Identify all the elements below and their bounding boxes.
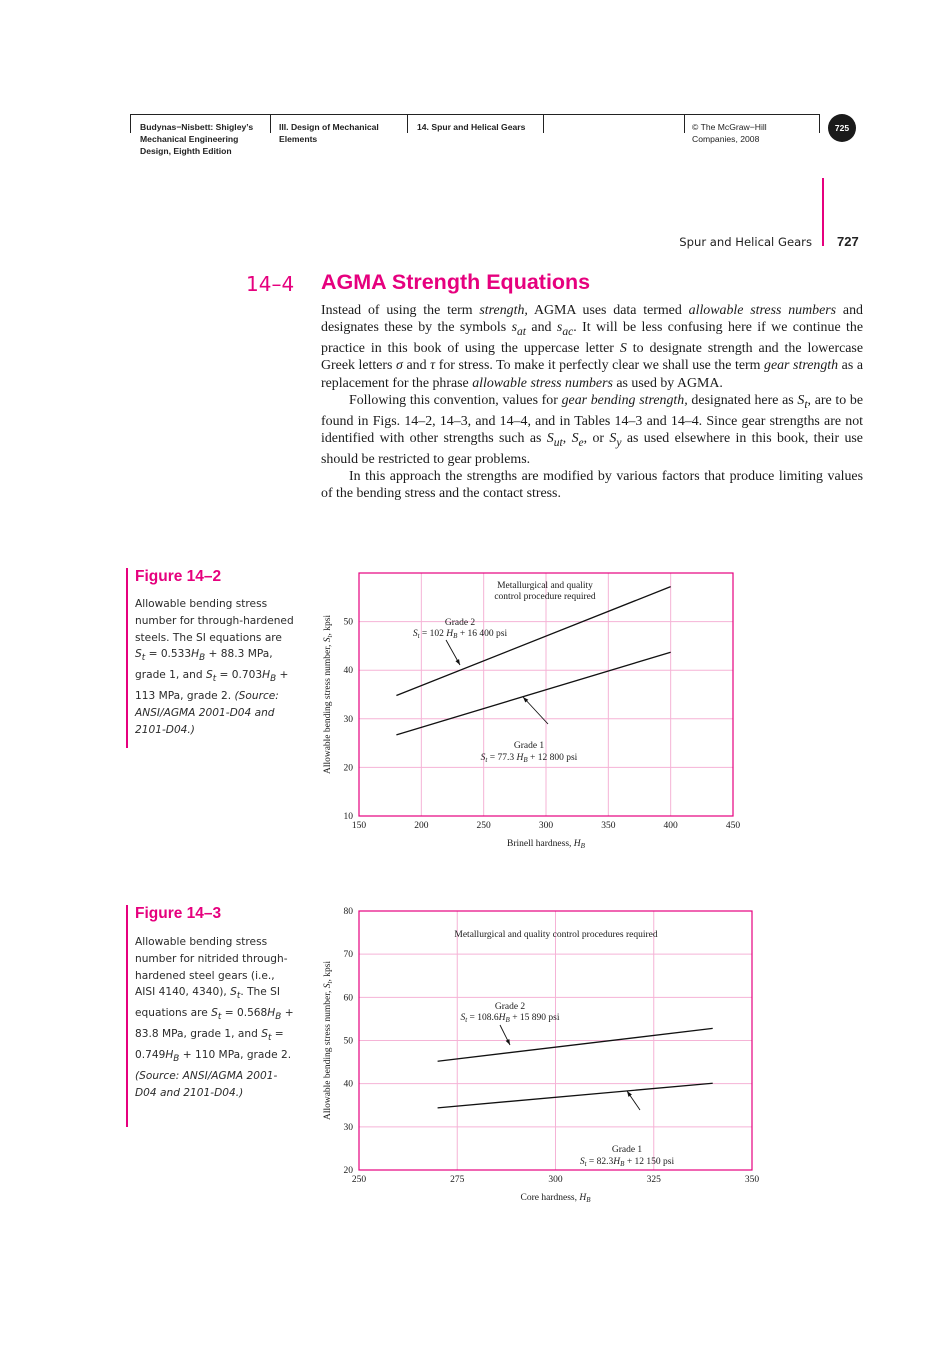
y-tick-label: 60 xyxy=(343,993,353,1004)
series-equation: $S_t = 108.6H_B + 15$ 890 psi xyxy=(460,1013,560,1024)
section-title: AGMA Strength Equations xyxy=(321,270,591,294)
figure-caption: Allowable bending stress number for through-hardened steels. The SI equations are $S_t = 0.533H_B + 88.3$ MPa, grade 1, and $S_t = 0.703H_B + 113$ MPa, grade 2. (Source: ANSI/AGMA 2001-D04 and 2101-D04.) xyxy=(135,598,294,736)
body-text xyxy=(321,302,863,503)
y-tick-label: 20 xyxy=(343,1166,353,1176)
running-head-title: Spur and Helical Gears xyxy=(679,235,812,249)
y-tick-label: 30 xyxy=(343,714,353,725)
header-book-title: Budynas−Nisbett: Shigley’s Mechanical Engineering Design, Eighth Edition xyxy=(140,122,254,156)
series-equation: $S_t = 102$ $H_B + 16$ 400 psi xyxy=(412,629,508,640)
x-tick-label: 250 xyxy=(476,821,491,831)
y-tick-label: 70 xyxy=(343,950,353,961)
figure-caption: Allowable bending stress number for nitrided through-hardened steel gears (i.e., AISI 4140, 4340), $S_t$. The SI equations are $S_t = 0.568H_B + 83.8$ MPa, grade 1, and $S_t = 0.749H_B + 110$ MPa, grade 2. (Source: ANSI/AGMA 2001-D04 and 2101-D04.) xyxy=(135,936,294,1099)
y-tick-label: 40 xyxy=(343,666,353,677)
y-tick-label: 50 xyxy=(343,1036,353,1047)
paragraph: Following this convention, values for gear bending strength, designated here as $S_t$, are to be found in Figs. 14–2, 14–3, and 14–4, and in Tables 14–3 and 14–4. Since gear strengths are not identified with other strengths such as $S_{ut}$, $S_e$, or $S_y$ as used elsewhere in this book, their use should be restricted to gear problems. xyxy=(321,392,863,467)
annotation-text: Metallurgical and quality control procedures required xyxy=(454,930,658,940)
leader-arrowhead xyxy=(627,1091,632,1097)
series-label: Grade 1 xyxy=(513,741,545,751)
figure-14-3-chart xyxy=(310,900,780,1210)
page-badge-number: 725 xyxy=(834,123,850,133)
figure-title: Figure 14–2 xyxy=(135,568,222,585)
x-tick-label: 250 xyxy=(351,1175,367,1185)
x-tick-label: 300 xyxy=(538,821,554,831)
x-axis-label: Brinell hardness, $H_B$ xyxy=(507,839,585,850)
x-tick-label: 150 xyxy=(351,821,367,831)
x-tick-label: 300 xyxy=(548,1175,563,1185)
paragraph: In this approach the strengths are modified by various factors that produce limiting values of the bending stress and the contact stress. xyxy=(321,469,863,502)
header-copyright: © The McGraw−Hill Companies, 2008 xyxy=(692,122,767,144)
page-badge xyxy=(828,114,856,142)
x-tick-label: 200 xyxy=(414,821,429,831)
x-axis-label: Core hardness, $H_B$ xyxy=(520,1193,591,1204)
y-tick-label: 10 xyxy=(343,812,353,822)
x-tick-label: 350 xyxy=(601,821,616,831)
y-tick-label: 40 xyxy=(343,1079,353,1090)
y-tick-label: 50 xyxy=(343,617,353,628)
series-label: Grade 1 xyxy=(611,1145,643,1155)
y-axis-label: Allowable bending stress number, $S_t$, kpsi xyxy=(323,614,334,775)
paragraph: Instead of using the term strength, AGMA uses data termed allowable stress numbers and designates these by the symbols $s_{at}$ and $s_{ac}$. It will be less confusing here if we continue the practice in this book of using the uppercase letter S to designate strength and the lowercase Greek letters σ and τ for stress. To make it perfectly clear we shall use the term gear strength as a replacement for the phrase allowable stress numbers as used by AGMA. xyxy=(321,303,863,391)
header-chapter: 14. Spur and Helical Gears xyxy=(417,122,526,132)
x-tick-label: 400 xyxy=(663,821,678,831)
y-tick-label: 20 xyxy=(343,763,353,774)
running-head-page: 727 xyxy=(837,234,859,249)
y-axis-label: Allowable bending stress number, $S_t$, kpsi xyxy=(323,960,334,1121)
running-head xyxy=(0,178,952,248)
series-line-grade-2 xyxy=(438,1028,713,1061)
series-equation: $S_t = 82.3H_B + 12$ 150 psi xyxy=(579,1157,675,1168)
figure-title: Figure 14–3 xyxy=(135,905,222,922)
series-line-grade-1 xyxy=(396,652,670,735)
leader-arrowhead xyxy=(506,1039,510,1045)
header-part: III. Design of Mechanical Elements xyxy=(279,122,379,144)
x-tick-label: 450 xyxy=(725,821,741,831)
annotation-text: Metallurgical and quality xyxy=(497,581,593,591)
series-label: Grade 2 xyxy=(494,1002,526,1012)
series-line-grade-1 xyxy=(438,1083,713,1108)
series-equation: $S_t = 77.3$ $H_B + 12$ 800 psi xyxy=(480,753,578,764)
series-line-grade-2 xyxy=(396,587,670,696)
x-tick-label: 275 xyxy=(450,1175,465,1185)
x-tick-label: 325 xyxy=(646,1175,661,1185)
section-number: 14–4 xyxy=(246,272,295,296)
figure-14-2-chart xyxy=(310,560,760,860)
x-tick-label: 350 xyxy=(744,1175,760,1185)
leader-arrowhead xyxy=(455,659,460,665)
y-tick-label: 30 xyxy=(343,1122,353,1133)
annotation-text: control procedure required xyxy=(494,592,596,602)
book-header xyxy=(0,0,952,175)
series-label: Grade 2 xyxy=(444,618,476,628)
y-tick-label: 80 xyxy=(343,907,353,917)
